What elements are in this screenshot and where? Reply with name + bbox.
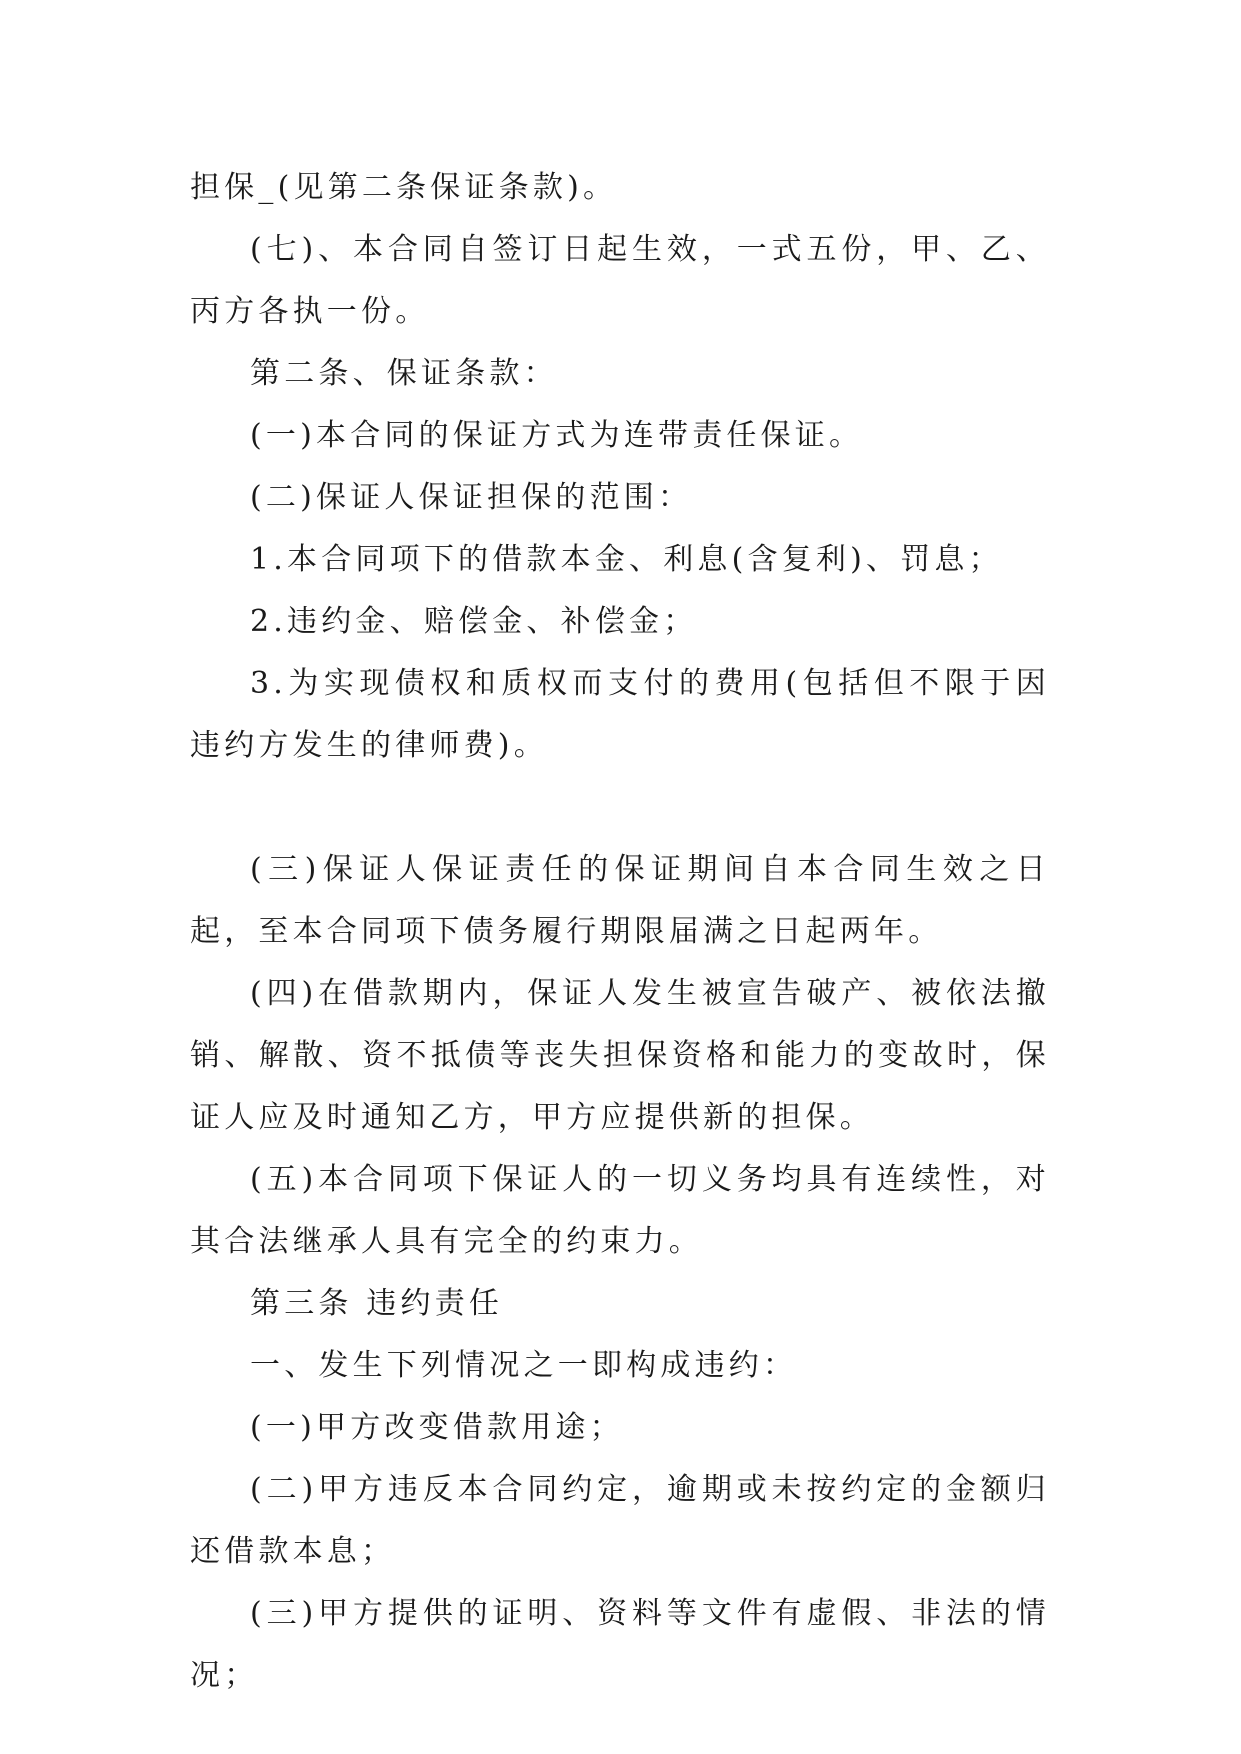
- paragraph-guarantee-period: (三)保证人保证责任的保证期间自本合同生效之日起，至本合同项下债务履行期限届满之日起两年。: [190, 852, 1050, 949]
- paragraph-guarantee-method: (一)本合同的保证方式为连带责任保证。: [250, 418, 864, 453]
- list-item-scope-1: 1.本合同项下的借款本金、利息(含复利)、罚息；: [250, 542, 1003, 577]
- document-body: [190, 157, 1050, 1707]
- heading-article-2: 第二条、保证条款：: [250, 356, 558, 391]
- paragraph-guarantor-change: (四)在借款期内，保证人发生被宣告破产、被依法撤销、解散、资不抵债等丧失担保资格和能力的变故时，保证人应及时通知乙方，甲方应提供新的担保。: [190, 976, 1050, 1135]
- list-item-breach-3: (三)甲方提供的证明、资料等文件有虚假、非法的情况；: [190, 1596, 1050, 1693]
- list-item-scope-2: 2.违约金、赔偿金、补偿金；: [250, 604, 698, 639]
- paragraph-guarantee-scope: (二)保证人保证担保的范围：: [250, 480, 693, 515]
- list-item-breach-1: (一)甲方改变借款用途；: [250, 1410, 624, 1445]
- paragraph-guarantee-ref: 担保_(见第二条保证条款)。: [190, 170, 618, 205]
- list-item-breach-2: (二)甲方违反本合同约定，逾期或未按约定的金额归还借款本息；: [190, 1472, 1050, 1569]
- heading-article-3: 第三条 违约责任: [250, 1286, 504, 1321]
- paragraph-clause-7: (七)、本合同自签订日起生效，一式五份，甲、乙、丙方各执一份。: [190, 232, 1050, 329]
- paragraph-spacer: [190, 777, 1050, 839]
- list-item-scope-3: 3.为实现债权和质权而支付的费用(包括但不限于因违约方发生的律师费)。: [190, 666, 1050, 763]
- paragraph-obligation-continuity: (五)本合同项下保证人的一切义务均具有连续性，对其合法继承人具有完全的约束力。: [190, 1162, 1050, 1259]
- paragraph-breach-conditions: 一、发生下列情况之一即构成违约：: [250, 1348, 798, 1383]
